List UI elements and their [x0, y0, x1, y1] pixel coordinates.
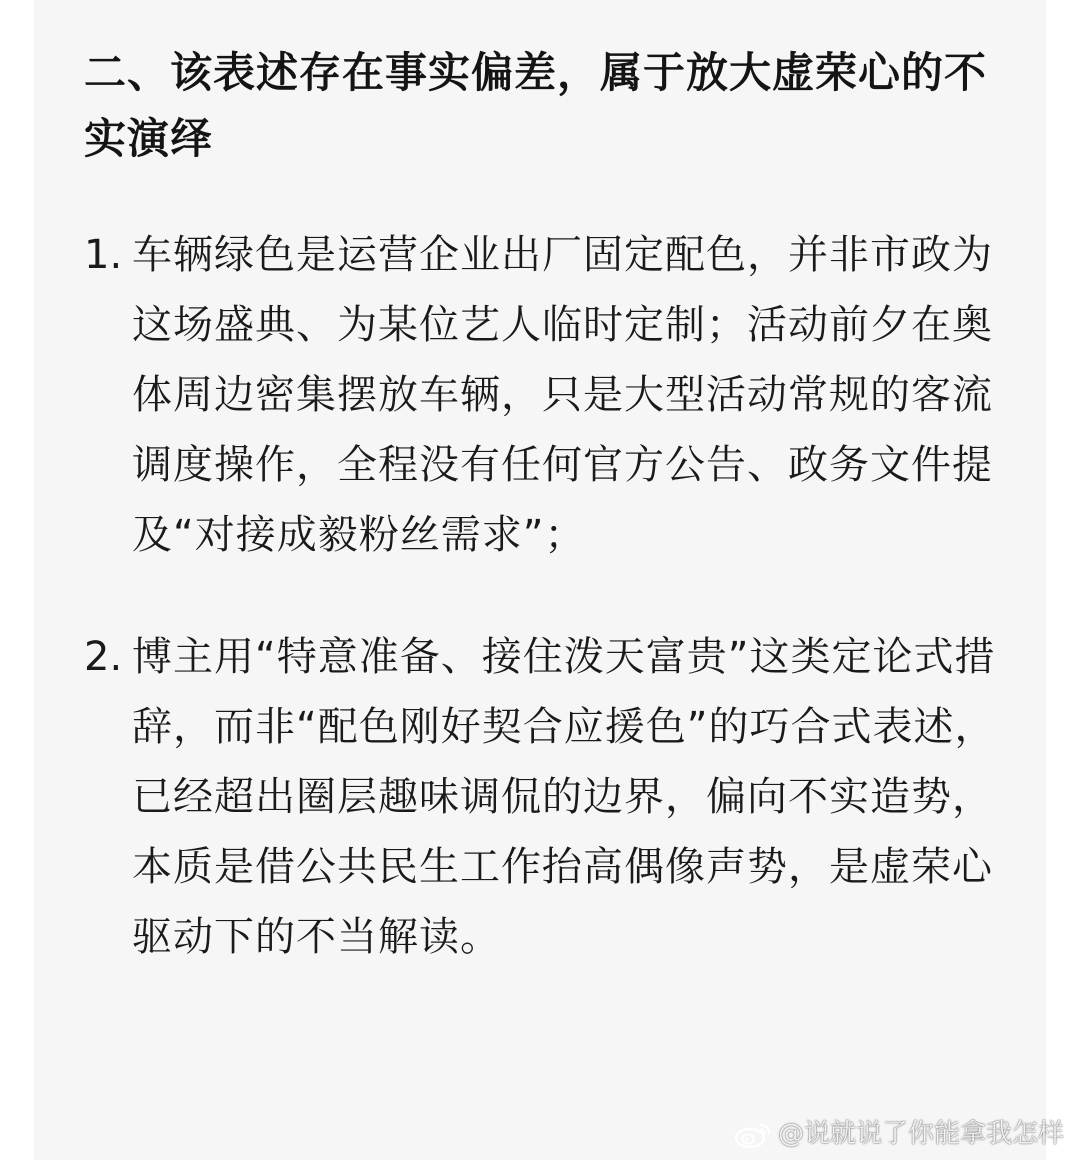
weibo-logo-icon: [734, 1119, 772, 1149]
article-card: [34, 0, 1046, 1160]
list-item: [84, 220, 998, 570]
list-item: [84, 622, 998, 972]
list-item-text: 博主用“特意准备、接住泼天富贵”这类定论式措辞，而非“配色刚好契合应援色”的巧合式表述，已经超出圈层趣味调侃的边界，偏向不实造势，本质是借公共民生工作抬高偶像声势，是虚荣心驱动下的不当解读。: [132, 634, 996, 960]
list-item-number: 2.: [84, 634, 123, 680]
watermark: [734, 1118, 1064, 1150]
point-list: [84, 220, 998, 972]
list-item-text: 车辆绿色是运营企业出厂固定配色，并非市政为这场盛典、为某位艺人临时定制；活动前夕在奥体周边密集摆放车辆，只是大型活动常规的客流调度操作，全程没有任何官方公告、政务文件提及“对接成毅粉丝需求”；: [132, 232, 993, 558]
list-item-number: 1.: [84, 232, 123, 278]
watermark-text: @说就说了你能拿我怎样: [777, 1119, 1064, 1149]
section-heading: 二、该表述存在事实偏差，属于放大虚荣心的不实演绎: [84, 48, 988, 163]
